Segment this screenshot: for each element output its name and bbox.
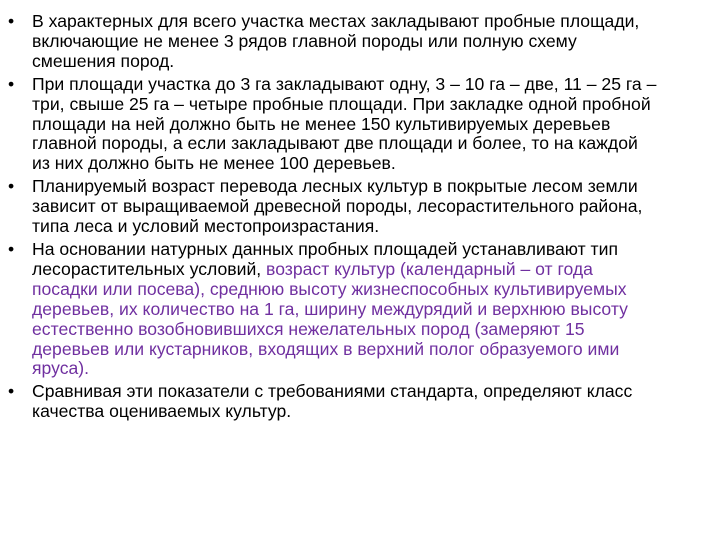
bullet-marker: •	[8, 73, 15, 94]
bullet-marker: •	[8, 238, 15, 259]
bullet-text: Сравнивая эти показатели с требованиями стандарта, определяют класс качества оцениваемых культур.	[32, 381, 633, 422]
bullet-text-highlighted: возраст культур (календарный – от года посадки или посева), среднюю высоту жизнеспособных культивируемых деревьев, их количество на 1 га, ширину междурядий и верхнюю высоту естественно возобновившихся нежелательных пород (замеряют 15 деревьев или кустарников, входящих в верхний полог образуемого ими яруса).	[32, 258, 628, 379]
bullet-text: При площади участка до 3 га закладывают одну, 3 – 10 га – две, 11 – 25 га – три, свыше 25 га – четыре пробные площади. При закладке одной пробной площади на ней должно быть не менее 150 культивируемых деревьев главной породы, а если закладывают две площади и более, то на каждой из них должно быть не менее 100 деревьев.	[32, 73, 657, 174]
bullet-text: Планируемый возраст перевода лесных культур в покрытые лесом земли зависит от выращиваемой древесной породы, лесорастительного района, типа леса и условий местопроизрастания.	[32, 176, 643, 237]
bullet-text-plain: На основании натурных данных пробных площадей устанавливают тип лесорастительных условий,	[32, 238, 618, 279]
bullet-marker: •	[8, 381, 15, 402]
bullet-text	[32, 239, 628, 378]
bullet-marker: •	[8, 11, 15, 31]
bullet-item	[8, 177, 658, 237]
bullet-item	[8, 75, 658, 175]
bullet-item	[8, 382, 658, 422]
bullet-marker: •	[8, 176, 15, 197]
bullet-list	[8, 12, 658, 425]
bullet-item	[8, 12, 658, 72]
bullet-text: В характерных для всего участка местах закладывают пробные площади, включающие не менее 3 рядов главной породы или полную схему смешения пород.	[32, 11, 640, 71]
bullet-item	[8, 240, 658, 379]
